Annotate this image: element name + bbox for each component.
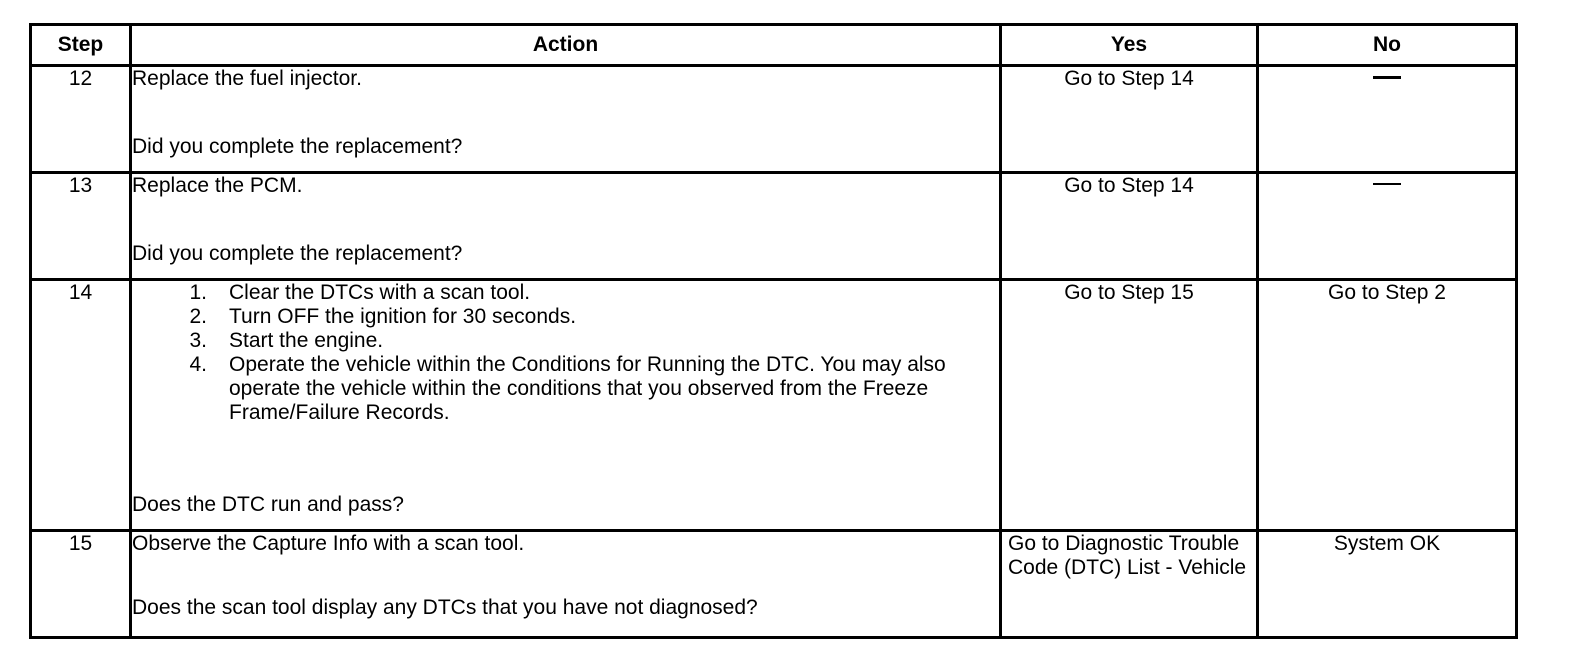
action-text: Replace the PCM. — [132, 174, 303, 197]
yes-cell: Go to Step 14 — [1001, 66, 1258, 173]
header-action: Action — [131, 25, 1001, 66]
list-item — [189, 353, 999, 425]
list-text: Clear the DTCs with a scan tool. — [229, 281, 531, 304]
yes-cell: Go to Step 14 — [1001, 173, 1258, 280]
list-text: Turn OFF the ignition for 30 seconds. — [229, 305, 577, 328]
dash-mark — [1373, 76, 1401, 79]
action-text: Replace the fuel injector. — [132, 67, 362, 90]
yes-cell: Go to Step 15 — [1001, 280, 1258, 531]
no-cell — [1258, 173, 1517, 280]
header-yes: Yes — [1001, 25, 1258, 66]
diagnostic-table — [29, 23, 1518, 639]
action-question: Does the scan tool display any DTCs that you have not diagnosed? — [132, 596, 758, 619]
no-cell: System OK — [1258, 531, 1517, 638]
no-cell — [1258, 66, 1517, 173]
header-step: Step — [31, 25, 131, 66]
no-cell: Go to Step 2 — [1258, 280, 1517, 531]
table-row — [31, 173, 1517, 280]
action-question: Does the DTC run and pass? — [132, 493, 404, 516]
list-text: Start the engine. — [229, 329, 384, 352]
list-item — [189, 281, 999, 305]
list-item — [189, 305, 999, 329]
action-question: Did you complete the replacement? — [132, 242, 463, 265]
list-number: 3. — [189, 329, 207, 352]
dash-mark — [1373, 183, 1401, 185]
step-list — [132, 281, 999, 425]
list-text: Operate the vehicle within the Conditions for Running the DTC. You may also operate the vehicle within the conditions that you observed from the Freeze Frame/Failure Records. — [229, 353, 946, 424]
table-row — [31, 280, 1517, 531]
header-row — [31, 25, 1517, 66]
action-cell — [131, 280, 1001, 531]
action-cell — [131, 66, 1001, 173]
list-number: 4. — [189, 353, 207, 376]
action-text: Observe the Capture Info with a scan tool. — [132, 532, 525, 555]
header-no: No — [1258, 25, 1517, 66]
step-number: 13 — [31, 173, 131, 280]
step-number: 14 — [31, 280, 131, 531]
step-number: 12 — [31, 66, 131, 173]
yes-cell: Go to Diagnostic Trouble Code (DTC) List - Vehicle — [1001, 531, 1258, 638]
table-row — [31, 66, 1517, 173]
table-row — [31, 531, 1517, 638]
action-cell — [131, 173, 1001, 280]
action-cell — [131, 531, 1001, 638]
list-item — [189, 329, 999, 353]
action-question: Did you complete the replacement? — [132, 135, 463, 158]
list-number: 2. — [189, 305, 207, 328]
list-number: 1. — [189, 281, 207, 304]
step-number: 15 — [31, 531, 131, 638]
